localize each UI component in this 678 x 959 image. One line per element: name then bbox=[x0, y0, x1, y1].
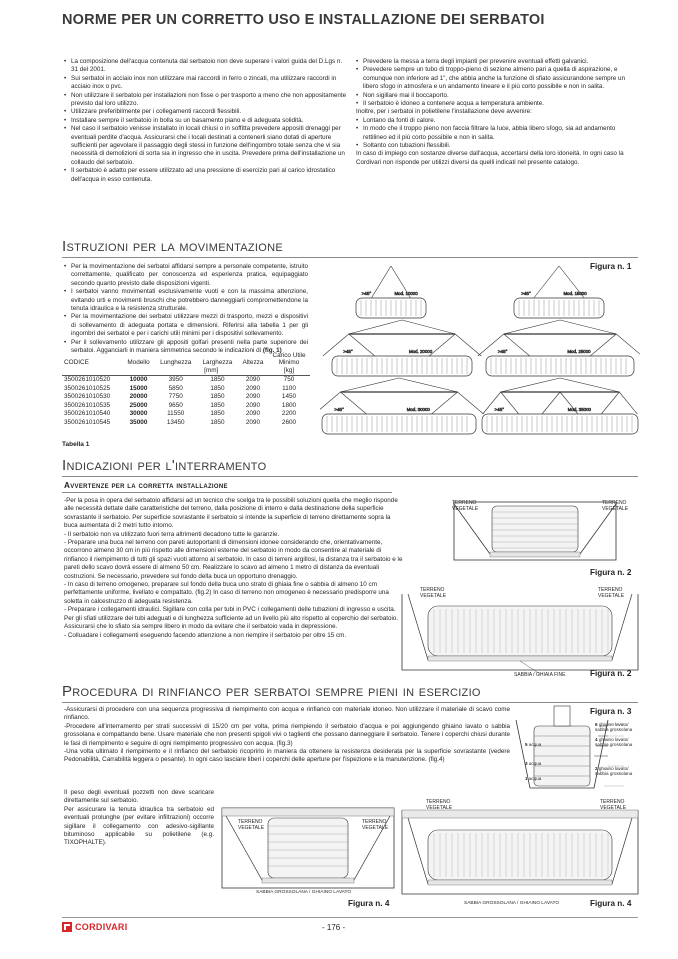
table-cell: 11550 bbox=[167, 410, 185, 418]
label-terreno-vegetale: TERRENO VEGETALE bbox=[426, 799, 453, 811]
figure-1-drawing bbox=[320, 262, 640, 444]
sling bbox=[542, 392, 560, 414]
label-terreno-vegetale: TERRENO VEGETALE bbox=[420, 587, 447, 599]
table-cell: 2200 bbox=[281, 410, 297, 418]
brand-logo bbox=[62, 922, 128, 932]
table-cell: 750 bbox=[283, 376, 295, 384]
angle-label: >45° bbox=[497, 349, 508, 354]
paragraph: Per assicurare la tenuta idraulica tra serbatoio ed eventuali prolunghe (per evitare infiltrazioni) occorre sigillare il collegamento con adesivo-sigillante bituminoso applicabile su polietilene (e.g. TIXOPHALTE). bbox=[64, 805, 214, 847]
table-header: Modello bbox=[127, 359, 150, 366]
table-cell: 5850 bbox=[168, 384, 183, 392]
bullet-text: Per il sollevamento utilizzare gli appositi golfari presenti nella parte superiore dei serbatoi. Agganciarli in maniera simmetrica secondo le indicazioni di bbox=[71, 338, 308, 355]
sling bbox=[399, 378, 458, 392]
sling bbox=[455, 334, 481, 356]
subheading-divider bbox=[62, 492, 392, 493]
table-header: Lunghezza bbox=[160, 359, 192, 366]
figure-4-section-drawing bbox=[218, 796, 398, 896]
list-item: • Prevedere sempre un tubo di troppo-pieno di sezione almeno pari a quella di aspirazione, e comunque non inferiore ad 1", che abbia anche la funzione di sfiato assicurandone sempre un libero sfogo in atmosfera e un andamento lineare e il più corto possibile e non in salita. bbox=[356, 66, 638, 91]
norme-left-list bbox=[64, 58, 348, 184]
sling bbox=[616, 334, 640, 356]
units-kg: [kg] bbox=[283, 366, 295, 374]
label-terreno-vegetale: TERRENO VEGETALE bbox=[600, 799, 627, 811]
step-label: acqua bbox=[528, 761, 542, 766]
list-item: • Lontano da fonti di calore. bbox=[356, 117, 638, 125]
paragraph: -Procedere all'interramento per strati successivi di 15/20 cm per volta, prima riempiendo il serbatoio d'acqua e poi aggiungendo ghiaino lavato o sabbia grossolana e compattando bene. Usare materiale che non presenti spigoli vivi o taglienti che possano danneggiare il serbatoio. Tenere i coperchi chiusi durante le fasi di riempimento e seguire di ogni riempimento progressivo con acqua. (fig.3) bbox=[64, 722, 510, 747]
list-item: • Nel caso il serbatoio venisse installato in locali chiusi o in soffitta prevedere appositi drenaggi per eventuali perdite d'acqua. Assicurarsi che i locali destinati a contenerli siano dotati di aperture sufficienti per agevolare il passaggio degli stessi in funzione dell'ingombro totale senza che vi sia necessità di demolizioni di sorta sia in ingresso che in uscita. Prevedere prima dell'installazione un collaudo del serbatoio. bbox=[64, 125, 348, 167]
page-number: - 176 - bbox=[322, 923, 346, 932]
list-item: • La composizione dell'acqua contenuta dal serbatoio non deve superare i valori guida del D.Lgs n. 31 del 2001. bbox=[64, 58, 348, 75]
sling bbox=[560, 320, 616, 334]
fig-ref: (fig. 1) bbox=[262, 347, 282, 355]
angle-label: >45° bbox=[343, 349, 353, 354]
list-item: • Per la movimentazione dei serbatoi affidarsi sempre a personale competente, istruito correttamente, qualificato per conoscenza ed esperienza pratica, equipaggiato secondo quanto previsto dalle disposizioni vigenti. bbox=[64, 263, 308, 288]
sling bbox=[349, 320, 402, 334]
table-caption: Tabella 1 bbox=[62, 441, 90, 448]
table-row bbox=[62, 375, 310, 384]
sling bbox=[340, 378, 399, 392]
sling bbox=[601, 392, 619, 414]
sling bbox=[501, 378, 560, 392]
list-item: • In modo che il troppo pieno non faccia filtrare la luce, abbia libero sfogo, sia ad andamento rettilineo ed il più corto possibile e non in salita. bbox=[356, 125, 638, 142]
table-cell: 1850 bbox=[210, 410, 225, 418]
paragraph: Il peso degli eventuali pozzetti non deve scaricare direttamente sul serbatoio. bbox=[64, 789, 214, 805]
step-label: acqua bbox=[528, 776, 542, 781]
step-4 bbox=[595, 737, 639, 747]
sling bbox=[458, 392, 484, 414]
norme-right-column bbox=[356, 58, 638, 167]
tank-model-label: Mod. 25000 bbox=[567, 349, 591, 354]
norme-intro: Inoltre, per i serbatoi in polietilene l'installazione deve avvenire: bbox=[356, 108, 532, 116]
label-sabbia-ghiaino: SABBIA GROSSOLANA / GHIAINO LAVATO bbox=[464, 901, 560, 906]
norme-right-list bbox=[356, 58, 638, 108]
table-cell: 1850 bbox=[210, 384, 225, 392]
paragraph: -Assicurarsi di procedere con una sequenza progressiva di riempimento con acqua e rinfianco con materiale idoneo. Non utilizzare il materiale di scavo come rinfianco. bbox=[64, 706, 510, 722]
sling bbox=[432, 392, 458, 414]
sling bbox=[340, 392, 366, 414]
norme-outro: In caso di impiego con sostanze diverse dall'acqua, accertarsi della loro idoneità. In ogni caso la Cordivari non risponde per utilizzi diversi da quelli indicati nel presente catalogo. bbox=[356, 150, 624, 166]
rinfianco-text bbox=[64, 706, 510, 765]
table-header: Carico Utile Minimo bbox=[272, 352, 306, 366]
table-cell: 10000 bbox=[129, 376, 148, 384]
figure-1-label: Figura n. 1 bbox=[590, 262, 632, 271]
figure-3-label: Figura n. 3 bbox=[590, 707, 632, 716]
step-2 bbox=[595, 766, 639, 776]
section-divider bbox=[62, 476, 638, 477]
figure-4b-label: Figura n. 4 bbox=[590, 899, 632, 908]
sling bbox=[534, 266, 559, 298]
figure-2-longitudinal-drawing bbox=[400, 586, 640, 678]
table-cell: 3950 bbox=[168, 376, 183, 384]
table-cell: 3500261010540 bbox=[64, 410, 111, 418]
step-number: 1 bbox=[525, 776, 528, 781]
sling bbox=[371, 266, 391, 298]
figure-4-longitudinal-drawing bbox=[400, 796, 640, 900]
figure-2b-label: Figura n. 2 bbox=[590, 669, 632, 678]
label-sabbia-ghiaino: SABBIA GROSSOLANA / GHIAINO LAVATO bbox=[256, 890, 352, 895]
paragraph: - Il serbatoio non va utilizzato fuori terra altrimenti decadono tutte le garanzie. bbox=[64, 530, 280, 538]
tank-body bbox=[486, 356, 634, 376]
interramento-text bbox=[64, 497, 404, 640]
norme-right-list-2 bbox=[356, 117, 638, 151]
step-number: 2 bbox=[595, 766, 598, 771]
label-terreno-vegetale: TERRENO VEGETALE bbox=[238, 819, 265, 831]
label-terreno-vegetale: TERRENO VEGETALE bbox=[598, 587, 625, 599]
units-mm: [mm] bbox=[204, 366, 219, 374]
table-cell: 1850 bbox=[210, 401, 225, 409]
sling bbox=[429, 334, 455, 356]
tank-model-label: Mod. 15000 bbox=[563, 291, 587, 296]
table-cell: 2090 bbox=[245, 384, 261, 392]
sling bbox=[504, 320, 560, 334]
paragraph: - Colluadare i collegamenti eseguendo facendo attenzione a non riempire il serbatoio per oltre 15 cm. bbox=[64, 631, 347, 639]
list-item: • Il serbatoio è idoneo a contenere acqua a temperatura ambiente. bbox=[356, 100, 638, 108]
table-cell: 1800 bbox=[281, 401, 297, 409]
paragraph: - In caso di terreno omogeneo, preparare sul fondo della buca uno strato di ghiaia fine o sabbia di almeno 10 cm perfettamente uniforme, livellato e compattato. (fig.2) In caso di terreno non omogeneo è necessario predisporre una soletta in calcestruzzo di adeguata resistenza. bbox=[64, 581, 389, 605]
table-cell: 1850 bbox=[210, 393, 225, 401]
figure-4-label: Figura n. 4 bbox=[348, 899, 390, 908]
step-1 bbox=[525, 776, 541, 781]
list-item: • Il serbatoio è adatto per essere utilizzato ad una pressione di esercizio pari al carico idrostatico dell'acqua in esso contenuta. bbox=[64, 167, 348, 184]
list-item: • Non utilizzare il serbatoio per installazioni non fisse o per trasporto a meno che non appositamente previsto dal loro utilizzo. bbox=[64, 92, 348, 109]
label-terreno-vegetale: TERRENO VEGETALE bbox=[452, 500, 479, 512]
table-row bbox=[62, 410, 310, 419]
table-row bbox=[62, 401, 310, 410]
sling bbox=[619, 392, 637, 414]
footer-divider bbox=[62, 917, 638, 918]
table-cell: 3500261010545 bbox=[64, 418, 111, 426]
table-cell: 2090 bbox=[245, 418, 261, 426]
paragraph: -Una volta ultimato il riempimento e il rinfianco del serbatoio ricoprirlo in maniera da ottenere la resistenza desiderata per la superficie sovrastante (vedere Pedonabilità, Carrabilità leggera o pesante). In ogni caso lasciare liberi i coperchi delle aperture per l'ispezione e la manutenzione. (fig.4) bbox=[64, 748, 510, 764]
tank-body bbox=[322, 414, 476, 434]
paragraph: -Per la posa in opera del serbatoio affidarsi ad un tecnico che scelga tra le possibili soluzioni quella che meglio risponde alle necessità dettate dalle caratteristiche del terreno, dalla posizione di interro e dalla destinazione della superficie sovrastante il serbatoio. Per superficie sovrastante il serbatoio si intende la superficie di terreno direttamente sopra la buca aumentata di 2 metri tutto intorno. bbox=[64, 497, 398, 530]
step-label: ghiaino lavato/ sabbia grossolana bbox=[595, 766, 633, 776]
table-cell: 13450 bbox=[166, 418, 185, 426]
table-cell: 2090 bbox=[245, 376, 261, 384]
angle-label: >45° bbox=[494, 407, 505, 412]
step-label: acqua bbox=[528, 742, 542, 747]
table-cell: 1850 bbox=[210, 418, 225, 426]
step-number: 4 bbox=[595, 737, 598, 742]
table-cell: 2090 bbox=[245, 401, 261, 409]
table-row bbox=[62, 418, 310, 427]
step-number: 5 bbox=[525, 742, 528, 747]
table-cell: 3500261010525 bbox=[64, 384, 111, 392]
section-heading-rinfianco: Procedura di rinfianco per serbatoi sempre pieni in esercizio bbox=[62, 683, 481, 700]
list-item: • Per la movimentazione dei serbatoi utilizzare mezzi di trasporto, mezzi e dispositivi di sollevamento di adeguata portata e dimensioni. Riferirsi alla tabella 1 per gli ingombri dei serbatoi e per i carichi utili minimi per i dispositivi sollevamento. bbox=[64, 313, 308, 338]
list-item: • Non sigillare mai il boccaporto. bbox=[356, 92, 638, 100]
table-cell: 2090 bbox=[245, 393, 261, 401]
table-cell: 1450 bbox=[281, 393, 297, 401]
sling bbox=[560, 378, 619, 392]
table-cell: 15000 bbox=[129, 384, 148, 392]
section-heading-interramento: Indicazioni per l'interramento bbox=[62, 457, 267, 474]
sling bbox=[402, 320, 455, 334]
table-cell: 1850 bbox=[210, 376, 225, 384]
paragraph: - Preparare i collegamenti idraulici. Sigillare con colla per tubi in PVC i collegamenti delle tubazioni di ingresso e uscita. Per gli sfiati utilizzare dei tubi adeguati e di lunghezza sufficiente ad un livello più alto rispetto al coperchio del serbatoio. Assicurarsi che lo sfiato sia sempre libero in modo da evitare che il serbatoio vada in depressione. bbox=[64, 606, 399, 631]
table-cell: 20000 bbox=[129, 393, 148, 401]
angle-label: >45° bbox=[521, 291, 531, 296]
table-row bbox=[62, 393, 310, 402]
table-cell: 9650 bbox=[168, 401, 183, 409]
label-terreno-vegetale: TERRENO VEGETALE bbox=[602, 500, 629, 512]
table-cell: 3500261010520 bbox=[64, 376, 111, 384]
table-header: Larghezza bbox=[202, 359, 233, 366]
step-number: 6 bbox=[595, 722, 598, 727]
list-item: • Prevedere la messa a terra degli impianti per prevenire eventuali effetti galvanici. bbox=[356, 58, 638, 66]
subheading-avvertenze: Avvertenze per la corretta installazione bbox=[64, 481, 228, 490]
step-3 bbox=[525, 761, 541, 766]
table-header: Altezza bbox=[242, 359, 264, 366]
table-cell: 3500261010530 bbox=[64, 393, 111, 401]
step-number: 3 bbox=[525, 761, 528, 766]
sling bbox=[590, 334, 616, 356]
tabella-1 bbox=[62, 352, 310, 427]
rinfianco-text-narrow bbox=[64, 789, 214, 848]
table-header: CODICE bbox=[64, 359, 89, 366]
table-cell: 35000 bbox=[129, 418, 148, 426]
table-row bbox=[62, 384, 310, 393]
step-label: ghiaino lavato/ sabbia grossolana bbox=[595, 722, 633, 732]
label-terreno-vegetale: TERRENO VEGETALE bbox=[362, 819, 389, 831]
page-title: NORME PER UN CORRETTO USO E INSTALLAZIONE DEI SERBATOI bbox=[62, 12, 545, 28]
tank-model-label: Mod. 35000 bbox=[567, 407, 592, 412]
list-item: • I serbatoi vanno movimentati esclusivamente vuoti e con la massima attenzione, evitando urti e movimenti bruschi che potrebbero danneggiarli compromettendone la tenuta idraulica e la resistenza strutturale. bbox=[64, 288, 308, 313]
step-6 bbox=[595, 722, 639, 732]
table-cell: 2600 bbox=[281, 418, 297, 426]
tank-body bbox=[482, 414, 638, 434]
table-cell: 30000 bbox=[129, 410, 148, 418]
label-sabbia-ghiaia: SABBIA / GHIAIA FINE bbox=[514, 672, 566, 678]
section-divider bbox=[62, 257, 638, 258]
movimentazione-list bbox=[64, 263, 308, 355]
sling bbox=[504, 334, 530, 356]
cordivari-logo-icon bbox=[62, 922, 72, 932]
paragraph: - Preparare una buca nel terreno con pareti autoportanti di dimensioni idonee considerando che, orientativamente, occorrono almeno 30 cm in più rispetto alle dimensioni esterne del serbatoio in modo da consentire al materiale di rinfianco il riempimento di tutti gli spazi vuoti attorno al serbatoio. In caso di terreni argillosi, la distanza tra il serbatoio e le pareti dello scavo dovrà essere di almeno 50 cm. Realizzare lo scavo ad almeno 1 metro di distanza da eventuali costruzioni. Se necessario, prevedere sul fondo della buca un opportuno drenaggio. bbox=[64, 539, 403, 580]
tank-model-label: Mod. 30000 bbox=[406, 407, 430, 412]
table-cell: 7750 bbox=[168, 393, 183, 401]
step-label: ghiaino lavato/ sabbia grossolana bbox=[595, 737, 633, 747]
list-item: • Soltanto con tubazioni flessibili. bbox=[356, 142, 638, 150]
table-cell: 25000 bbox=[129, 401, 148, 409]
table-cell: 3500261010535 bbox=[64, 401, 111, 409]
step-5 bbox=[525, 742, 541, 747]
list-item: • Sui serbatoi in acciaio inox non utilizzare mai raccordi in ferro o zincati, ma utilizzare raccordi in acciaio inox o pvc. bbox=[64, 75, 348, 92]
figure-2-label: Figura n. 2 bbox=[590, 568, 632, 577]
table-cell: 1100 bbox=[282, 384, 296, 392]
angle-label: >45° bbox=[334, 407, 344, 412]
list-item: • Utilizzare preferibilmente per i collegamenti raccordi flessibili. bbox=[64, 108, 348, 116]
brand-name: CORDIVARI bbox=[75, 922, 128, 932]
section-heading-movimentazione: Istruzioni per la movimentazione bbox=[62, 238, 284, 255]
table-cell: 2090 bbox=[245, 410, 261, 418]
angle-label: >45° bbox=[361, 291, 372, 296]
tank-model-label: Mod. 20000 bbox=[409, 349, 433, 354]
tank-model-label: Mod. 10000 bbox=[394, 291, 418, 296]
list-item: • Installare sempre il serbatoio in bolla su un basamento piano e di adeguata solidità. bbox=[64, 117, 348, 125]
